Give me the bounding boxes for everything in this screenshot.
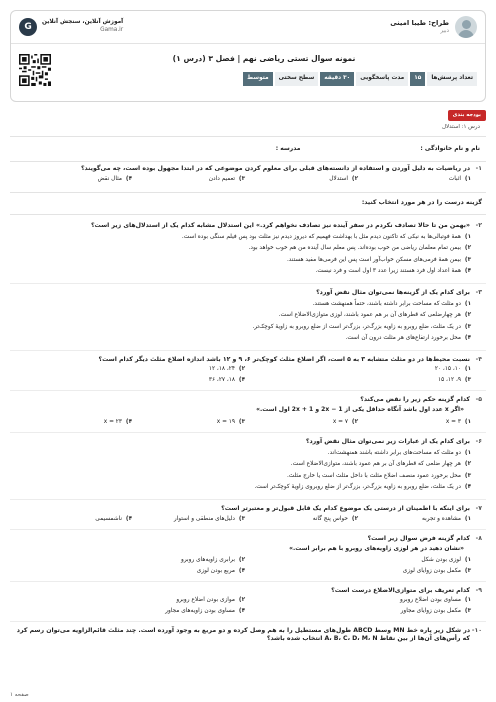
option-3[interactable]: ۳) تعمیم دادن (208, 176, 246, 183)
option-3[interactable]: ۳) در یک مثلث، ضلع روبرو به زاویه بزرگ‌تر، بزرگ‌تر است از ضلع روبرو به زاویهٔ کوچک‌تر. (252, 323, 472, 330)
option-1[interactable]: ۱) مساوی بودن اضلاع روبرو (399, 597, 472, 604)
option-2[interactable]: ۲) x = ۷ (332, 419, 359, 426)
exam-header (10, 10, 486, 102)
option-4[interactable]: ۴) همهٔ اعداد اول فرد هستند زیرا عدد ۳ اول است و فرد نیست. (315, 268, 472, 274)
author-name: طراح: طیبا امینی (390, 18, 449, 27)
option-1[interactable]: ۱) دو مثلث که مساحت‌های برابر داشته باشند همنهشت‌اند. (327, 450, 472, 456)
brand-site: Gama.ir (100, 27, 124, 33)
question-stem: برای کدام یک از گزینه‌ها نمی‌توان مثال نقض آورد؟ (316, 288, 470, 296)
section-heading: گزینه درست را در هر مورد انتخاب کنید: (10, 192, 486, 214)
question-stem: کدام گزینه فرض سوال زیر است؟ (367, 535, 470, 542)
question-6: ۶- برای کدام یک از عبارات زیر نمی‌توان مثال نقض آورد؟ ۱) دو مثلث که مساحت‌های برابر داشته باشند همنهشت‌اند. ۲) هر چهار ضلعی که قطرهای آن بر هم عمود باشند، متوازی‌الاضلاع است. ۳) محل برخورد عمود منصف اضلاع مثلث با داخل مثلث است یا خارج مثلث. ۴) در یک مثلث، ضلع روبرو به زاویه بزرگ‌تر، بزرگ‌تر از ضلع روبروی زاویهٔ کوچک‌تر است. (10, 435, 486, 502)
option-4[interactable]: ۴) ۱۸، ۲۷، ۳۶ (208, 376, 246, 383)
question-10: ۱۰- در شکل زیر پاره خط MN وسط ABCD طول‌های مستطیل را به هم وصل کرده و دو مربع به وجود آورده است. چند مثلث قائم‌الزاویه می‌توان رسم کرد که رأس‌های آن‌ها از بین نقاط A، B، C، D، M، N انتخاب شده باشد؟ (10, 624, 486, 646)
exam-stats (51, 72, 477, 86)
logo-icon: G (19, 18, 37, 36)
question-number: ۱- (475, 165, 482, 173)
option-2[interactable]: ۲) حواس پنج گانه (312, 516, 359, 523)
option-3[interactable]: ۳) دلیل‌های منطقی و استوار (173, 516, 246, 523)
author-block (390, 16, 477, 38)
option-3[interactable]: ۳) بیمن همهٔ فرمی‌های مسکن خواب‌آور است پس این فرمی‌ها مفید هستند. (286, 256, 472, 263)
qr-code-icon (19, 54, 51, 86)
option-4[interactable]: ۴) x = ۲۳ (103, 419, 133, 426)
option-2[interactable]: ۲) موازی بودن اضلاع روبرو (176, 597, 246, 604)
option-2[interactable]: ۲) برابری زاویه‌های روبرو (181, 557, 246, 564)
page-number: صفحه ۱ (10, 691, 29, 698)
option-2[interactable]: ۲) استدلال (329, 176, 359, 183)
stat-label-count: تعداد پرسش‌ها (427, 72, 477, 86)
brand-name: آموزش آنلاین، سنجش آنلاین (42, 19, 124, 26)
question-stem: کدام گزینه حکم زیر را نقض می‌کند؟ (360, 395, 470, 403)
question-4: ۴- نسبت محیط‌ها در دو مثلث متشابه ۳ به ۵ است، اگر اضلاع مثلث کوچک‌تر ۶، ۹ و ۱۲ باشد اندازه اضلاع مثلث دیگر کدام است؟ ۱) ۱۰، ۱۵، ۲۰ ۲) ۲۴، ۱۸، ۱۲ ۳) ۹، ۱۲، ۱۵ ۴) ۱۸، ۲۷، ۳۶ (10, 353, 486, 393)
option-4[interactable]: ۴) مربع بودن لوزی (196, 568, 246, 575)
stat-value-difficulty: متوسط (243, 72, 273, 86)
option-3[interactable]: ۳) ۹، ۱۲، ۱۵ (437, 376, 472, 383)
question-2: ۲- «بهمن من تا حالا تصادف نکردم در سفر آینده نیز تصادف نخواهم کرد.» این استدلال مشابه کدام یک از استدلال‌های زیر است؟ ۱) همهٔ فوتبالی‌ها به نیکی که تاکنون دیدم مثل با بهداشت فهمیم که دیروز دیدم نیز مثلث بود پس فیلم سنگی بوده است. ۲) بیمن تمام معلمان ریاضی من خوب بوده‌اند. پس معلم سال آینده من هم خوب خواهد بود. ۳) بیمن همهٔ فرمی‌های مسکن خواب‌آور است پس این فرمی‌ها مفید هستند. ۴) همهٔ اعداد اول فرد هستند زیرا عدد ۳ اول است و فرد نیست. (10, 219, 486, 286)
option-3[interactable]: ۳) مکمل بودن زوایای لوزی (402, 568, 472, 575)
option-3[interactable]: ۳) x = ۱۹ (216, 419, 246, 426)
option-4[interactable]: ۴) در یک مثلث، ضلع روبرو به زاویه بزرگ‌تر، بزرگ‌تر از ضلع روبروی زاویهٔ کوچک‌تر است. (254, 484, 472, 491)
option-2[interactable]: ۲) هر چهارضلعی که قطرهای آن بر هم عمود باشند، لوزی متوازی‌الاضلاع است. (278, 312, 472, 319)
option-1[interactable]: ۱) دو مثلث که مساحت برابر داشته باشند، حتماً همنهشت هستند. (312, 300, 472, 307)
option-1[interactable]: ۱) ۱۰، ۱۵، ۲۰ (434, 365, 472, 372)
option-1[interactable]: ۱) همهٔ فوتبالی‌ها به نیکی که تاکنون دیدم مثل با بهداشت فهمیم که دیروز دیدم نیز مثلث بود پس فیلم سنگی بوده است. (181, 233, 472, 240)
question-statement: «اگر x عدد اول باشد آنگاه حداقل یکی از 2x − 1 و 2x + 1 اول است.» (256, 405, 464, 413)
question-statement: «نشان دهید در هر لوزی زاویه‌های روبرو با هم برابر است.» (289, 545, 464, 553)
question-3: ۳- برای کدام یک از گزینه‌ها نمی‌توان مثال نقض آورد؟ ۱) دو مثلث که مساحت برابر داشته باشند، حتماً همنهشت هستند. ۲) هر چهارضلعی که قطرهای آن بر هم عمود باشند، لوزی متوازی‌الاضلاع است. ۳) در یک مثلث، ضلع روبرو به زاویه بزرگ‌تر، بزرگ‌تر است از ضلع روبرو به زاویهٔ کوچک‌تر. ۴) محل برخورد ارتفاع‌های هر مثلث درون آن است. (10, 286, 486, 353)
student-meta (10, 137, 486, 161)
option-1[interactable]: ۱) اثبات (448, 176, 472, 183)
author-role: دبیر (440, 27, 449, 34)
school-label: مدرسه : (275, 145, 301, 152)
option-4[interactable]: ۴) مساوی بودن زاویه‌های مجاور (165, 608, 246, 615)
question-stem: کدام تعریف برای متوازی‌الاضلاع درست است؟ (331, 587, 470, 595)
option-3[interactable]: ۳) مکمل بودن زوایای مجاور (400, 608, 472, 615)
question-1 (10, 162, 486, 188)
brand-block (19, 18, 123, 36)
budget-badge: بودجه بندی (448, 110, 486, 121)
stat-value-count: ۱۵ (410, 72, 425, 86)
question-stem: نسبت محیط‌ها در دو مثلث متشابه ۳ به ۵ است، اگر اضلاع مثلث کوچک‌تر ۶، ۹ و ۱۲ باشد اندازه اضلاع مثلث دیگر کدام است؟ (98, 355, 470, 363)
option-1[interactable]: ۱) x = ۳ (445, 419, 472, 426)
question-stem: در ریاضیات به دلیل آوردن و استفاده از دانسته‌های قبلی برای معلوم کردن موضوعی که در ابتدا مجهول بوده است، چه می‌گویند؟ (80, 165, 470, 173)
option-1[interactable]: ۱) لوزی بودن شکل (421, 557, 472, 564)
stat-value-duration: ۳۰ دقیقه (320, 72, 354, 86)
page-title: نمونه سوال تستی ریاضی نهم | فصل ۳ (درس ۱) (172, 54, 356, 63)
stat-label-duration: مدت پاسخگویی (356, 72, 408, 86)
header-top-bar (11, 11, 485, 43)
question-8: ۸- کدام گزینه فرض سوال زیر است؟ «نشان دهید در هر لوزی زاویه‌های روبرو با هم برابر است.» ۱) لوزی بودن شکل ۲) برابری زاویه‌های روبرو ۳) مکمل بودن زوایای لوزی ۴) مربع بودن لوزی (10, 532, 486, 584)
question-stem: برای کدام یک از عبارات زیر نمی‌توان مثال نقض آورد؟ (305, 437, 470, 445)
question-5: ۵- کدام گزینه حکم زیر را نقض می‌کند؟ «اگر x عدد اول باشد آنگاه حداقل یکی از 2x − 1 و 2x + 1 اول است.» ۱) x = ۳ ۲) x = ۷ ۳) x = ۱۹ ۴) x = ۲۳ (10, 393, 486, 435)
question-9: ۹- کدام تعریف برای متوازی‌الاضلاع درست است؟ ۱) مساوی بودن اضلاع روبرو ۲) موازی بودن اضلاع روبرو ۳) مکمل بودن زوایای مجاور ۴) مساوی بودن زاویه‌های مجاور (10, 584, 486, 624)
option-4[interactable]: ۴) مثال نقض (97, 176, 133, 183)
option-2[interactable]: ۲) هر چهار ضلعی که قطرهای آن بر هم عمود باشند، متوازی‌الاضلاع است. (290, 461, 472, 468)
question-stem: «بهمن من تا حالا تصادف نکردم در سفر آینده نیز تصادف نخواهم کرد.» این استدلال مشابه کدام یک از استدلال‌های زیر است؟ (90, 221, 470, 229)
question-stem: در شکل زیر پاره خط MN وسط ABCD طول‌های مستطیل را به هم وصل کرده و دو مربع به وجود آورده است. چند مثلث قائم‌الزاویه می‌توان رسم کرد که رأس‌های آن‌ها از بین نقاط A، B، C، D، M، N انتخاب شده باشد؟ (16, 627, 470, 643)
option-1[interactable]: ۱) مشاهده و تجربه (422, 516, 472, 523)
option-4[interactable]: ۴) ناشمسیمی (95, 516, 133, 523)
lesson-label: درس ۱: استدلال (442, 124, 480, 130)
avatar (455, 16, 477, 38)
question-stem: برای اینکه با اطمینان از درستی یک موضوع کدام یک قابل قبول‌تر و معتبرتر است؟ (221, 504, 470, 512)
name-label: نام و نام خانوادگی : (420, 145, 480, 152)
question-7: ۷- برای اینکه با اطمینان از درستی یک موضوع کدام یک قابل قبول‌تر و معتبرتر است؟ ۱) مشاهده و تجربه ۲) حواس پنج گانه ۳) دلیل‌های منطقی و استوار ۴) ناشمسیمی (10, 502, 486, 532)
option-3[interactable]: ۳) محل برخورد عمود منصف اضلاع مثلث با داخل مثلث است یا خارج مثلث. (286, 472, 472, 479)
option-2[interactable]: ۲) بیمن تمام معلمان ریاضی من خوب بوده‌اند. پس معلم سال آینده من هم خوب خواهد بود. (248, 245, 472, 252)
option-2[interactable]: ۲) ۲۴، ۱۸، ۱۲ (208, 365, 246, 372)
option-4[interactable]: ۴) محل برخورد ارتفاع‌های هر مثلث درون آن است. (345, 334, 472, 341)
stat-label-difficulty: سطح سختی (275, 72, 319, 86)
